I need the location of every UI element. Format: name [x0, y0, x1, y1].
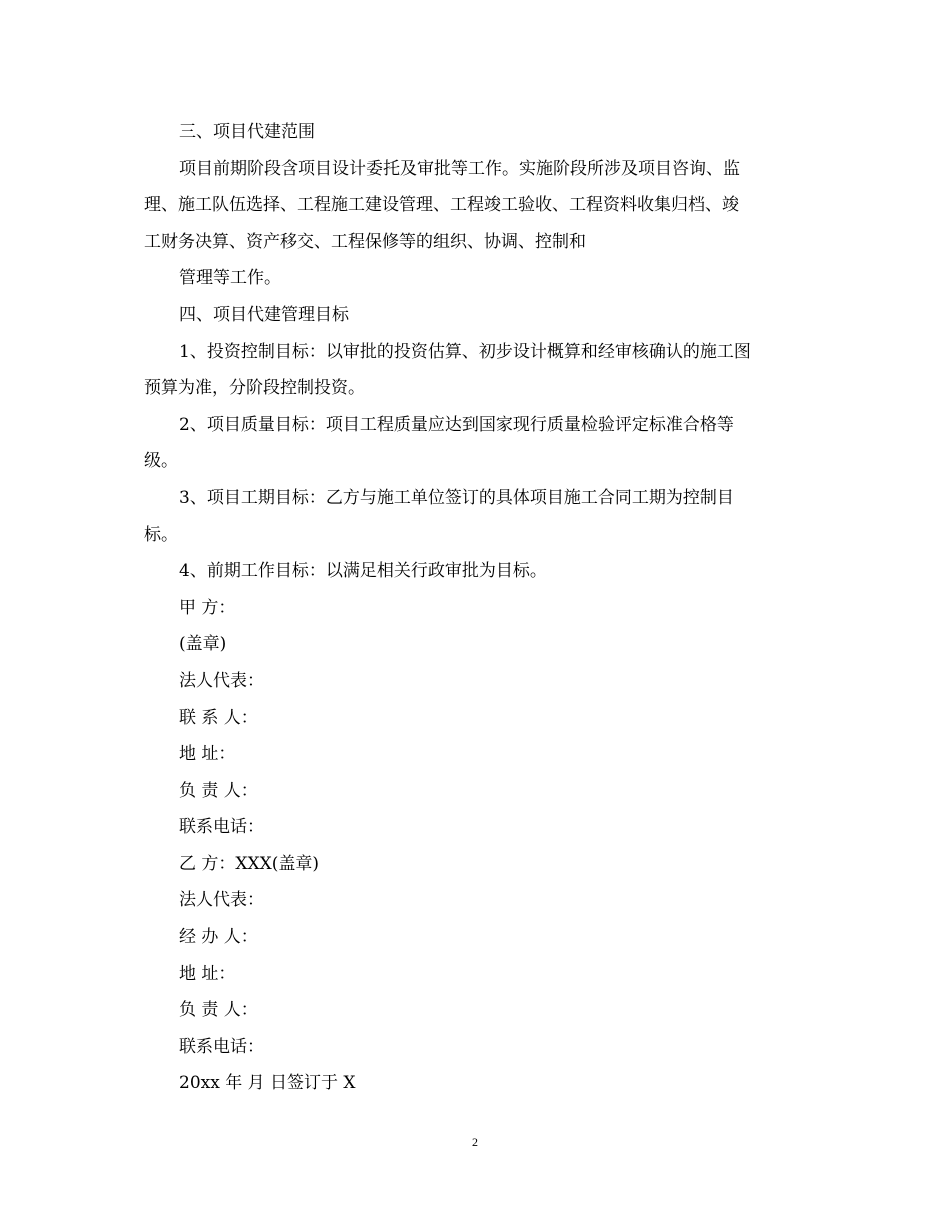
document-line: 2、项目质量目标：项目工程质量应达到国家现行质量检验评定标准合格等 — [179, 414, 734, 435]
document-line: 1、投资控制目标：以审批的投资估算、初步设计概算和经审核确认的施工图 — [179, 341, 751, 362]
document-line: 地 址： — [179, 963, 236, 984]
document-line: (盖章) — [179, 634, 227, 655]
document-line: 法人代表： — [179, 670, 264, 691]
document-line: 联 系 人： — [179, 707, 258, 728]
document-line: 地 址： — [179, 744, 236, 765]
document-line: 级。 — [144, 451, 178, 472]
document-line: 预算为准，分阶段控制投资。 — [144, 378, 365, 399]
document-line: 4、前期工作目标：以满足相关行政审批为目标。 — [179, 561, 547, 582]
document-line: 经 办 人： — [179, 927, 258, 948]
document-line: 项目前期阶段含项目设计委托及审批等工作。实施阶段所涉及项目咨询、监 — [179, 158, 740, 179]
document-line: 负 责 人： — [179, 1000, 258, 1021]
document-line: 理、施工队伍选择、工程施工建设管理、工程竣工验收、工程资料收集归档、竣 — [144, 195, 739, 216]
document-body — [144, 114, 806, 1102]
page-number: 2 — [472, 1135, 478, 1149]
document-line: 联系电话： — [179, 817, 264, 838]
document-line: 3、项目工期目标：乙方与施工单位签订的具体项目施工合同工期为控制目 — [179, 487, 734, 508]
document-line: 20xx 年 月 日签订于 X — [179, 1073, 356, 1094]
document-line: 三、项目代建范围 — [179, 122, 315, 142]
document-line: 负 责 人： — [179, 780, 258, 801]
document-line: 标。 — [144, 524, 178, 545]
document-line: 法人代表： — [179, 890, 264, 911]
document-line: 甲 方： — [179, 597, 236, 618]
document-line: 乙 方：XXX(盖章) — [179, 853, 319, 874]
document-line: 工财务决算、资产移交、工程保修等的组织、协调、控制和 — [144, 231, 586, 252]
document-line: 管理等工作。 — [179, 268, 281, 289]
document-line: 四、项目代建管理目标 — [179, 304, 349, 325]
document-line: 联系电话： — [179, 1036, 264, 1057]
